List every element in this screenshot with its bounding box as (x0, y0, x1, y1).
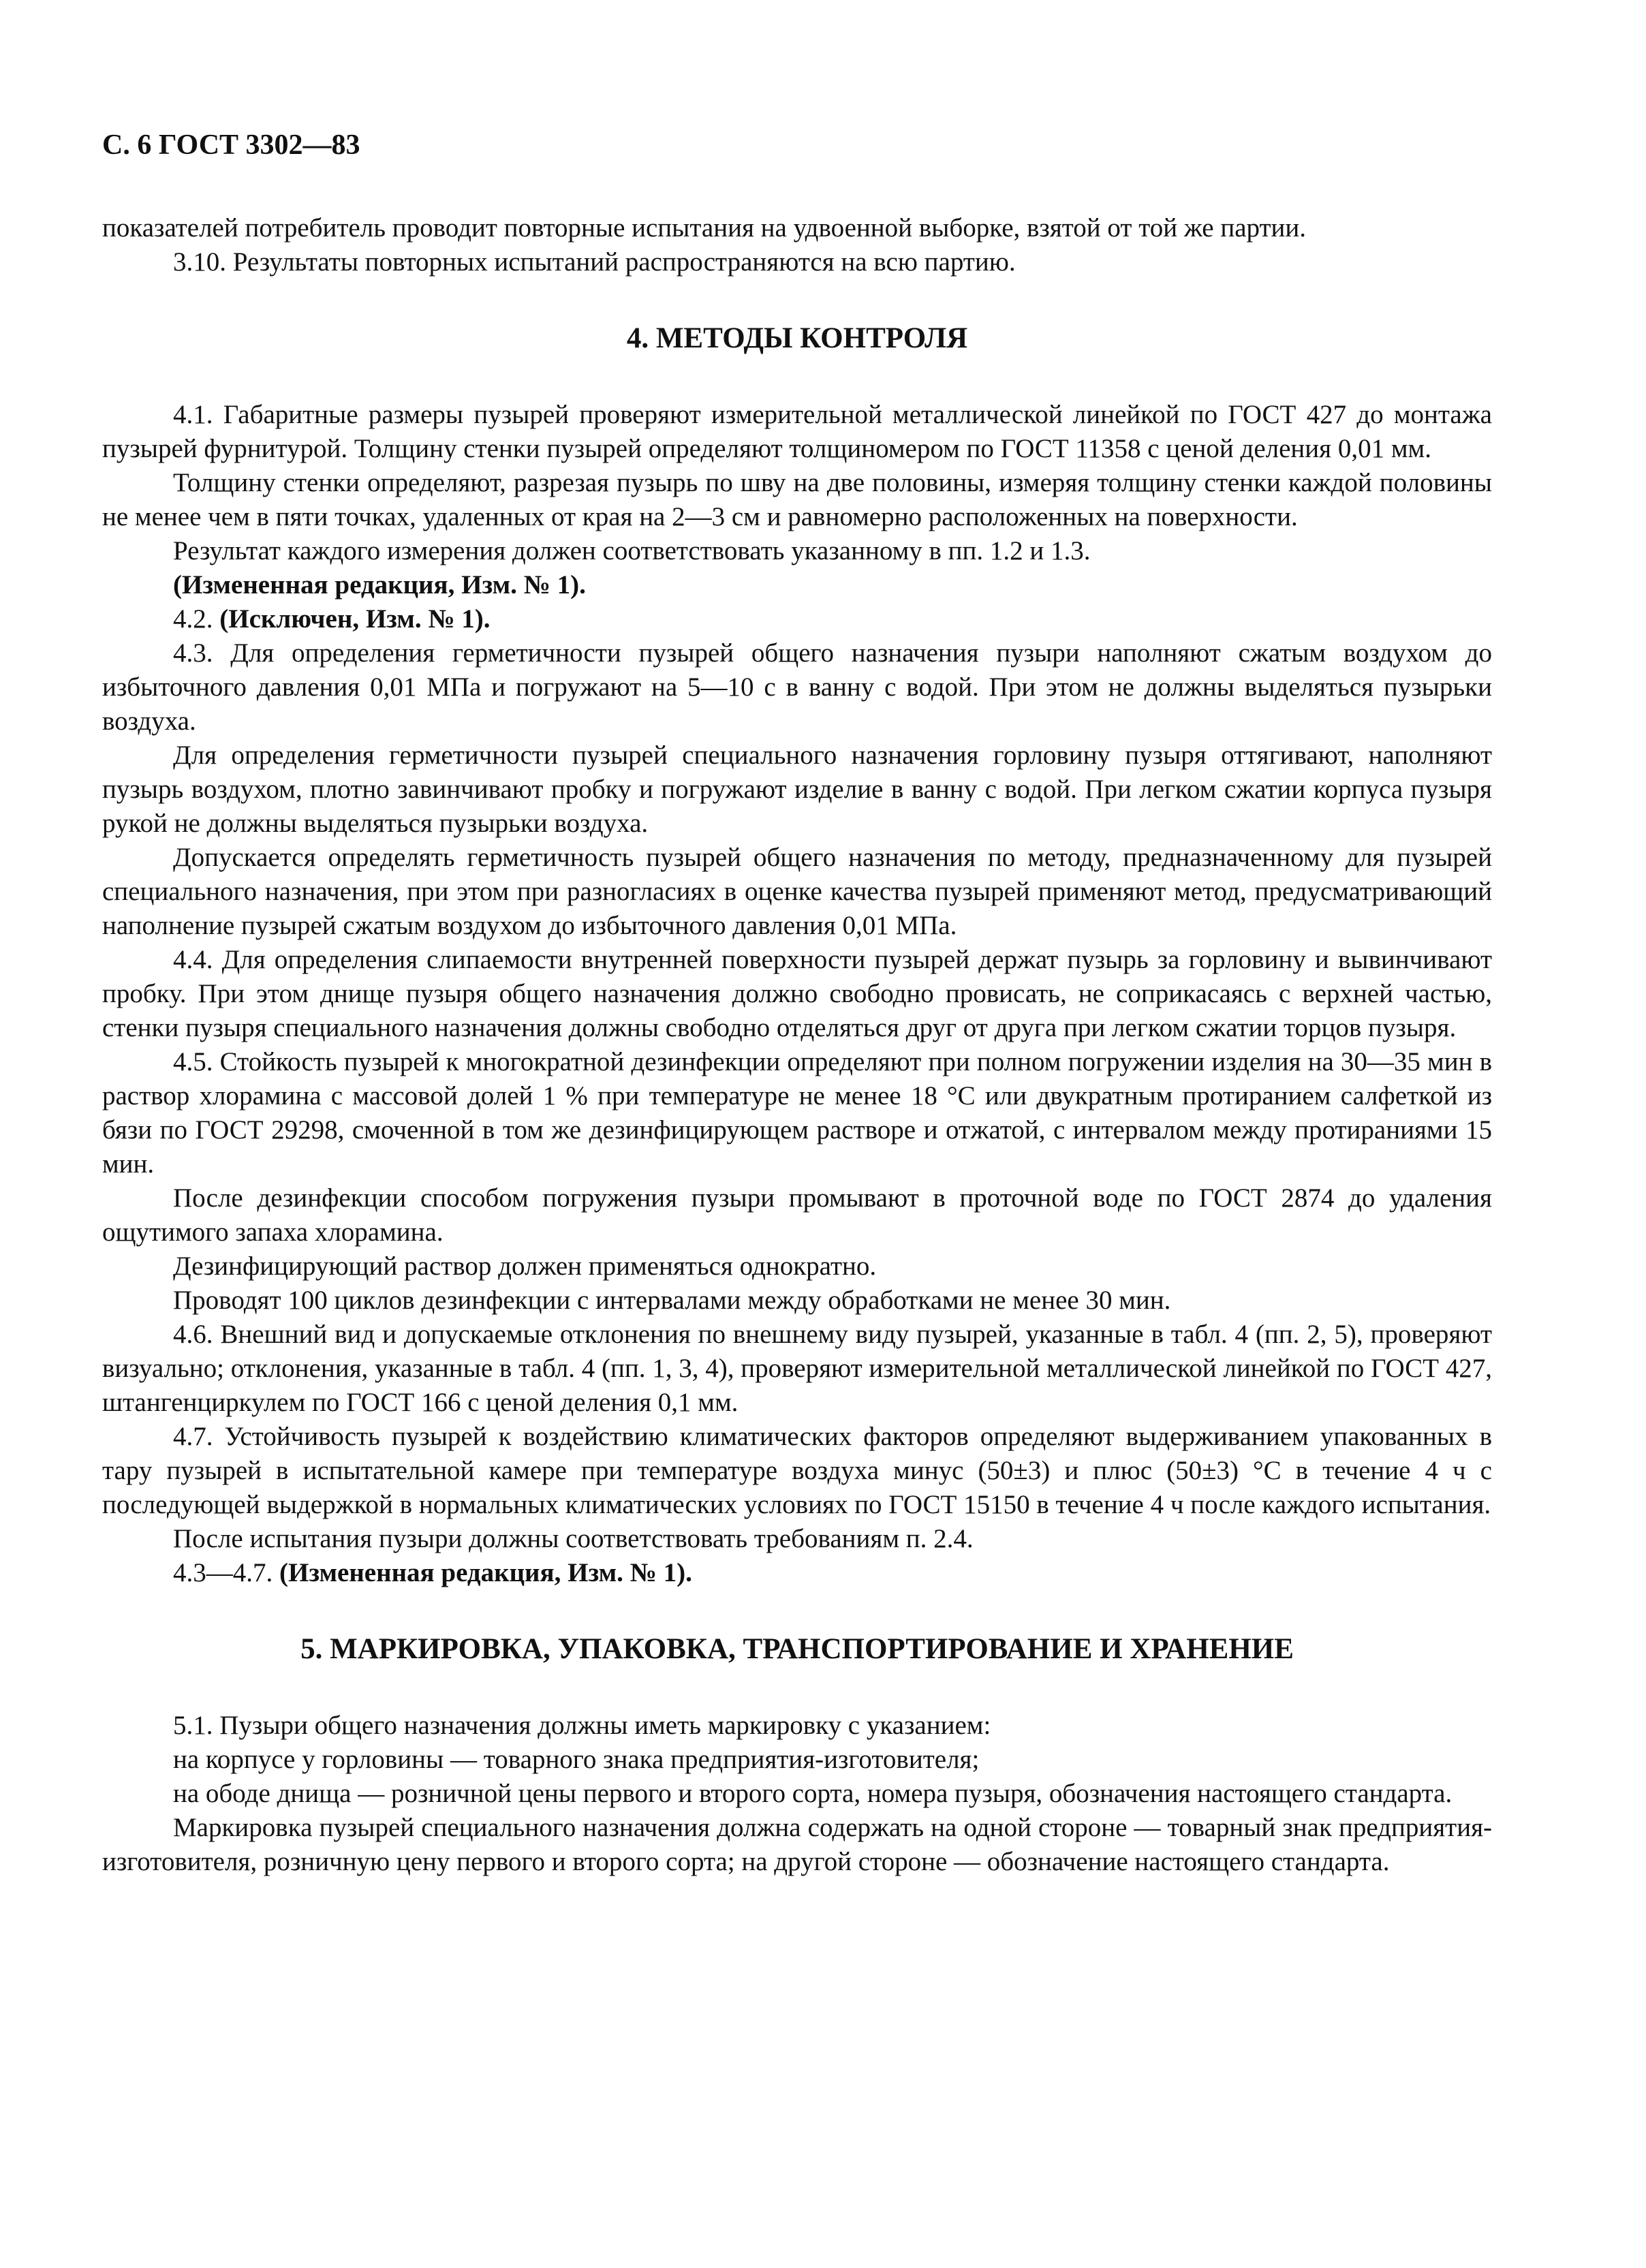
clause-number: 4.3—4.7. (173, 1558, 273, 1587)
paragraph: Для определения герметичности пузырей специального назначения горловину пузыря оттягивают, наполняют пузырь воздухом, плотно завинчивают пробку и погружают изделие в ванну с водой. При легком сжатии корпуса пузыря рукой не должны выделяться пузырьки воздуха. (102, 741, 1492, 838)
clause-number: 4.2. (173, 604, 213, 634)
section-heading-4: 4. МЕТОДЫ КОНТРОЛЯ (626, 322, 968, 354)
amendment-text: (Измененная редакция, Изм. № 1). (173, 570, 586, 600)
paragraph: Толщину стенки определяют, разрезая пузырь по шву на две половины, измеряя толщину стенки каждой половины не менее чем в пяти точках, удаленных от края на 2—3 см и равномерно расположенных на поверхности. (102, 468, 1492, 531)
section-heading-5: 5. МАРКИРОВКА, УПАКОВКА, ТРАНСПОРТИРОВАНИЕ И ХРАНЕНИЕ (300, 1633, 1294, 1665)
paragraph: на ободе днища — розничной цены первого и второго сорта, номера пузыря, обозначения настоящего стандарта. (173, 1779, 1453, 1808)
paragraph: После испытания пузыри должны соответствовать требованиям п. 2.4. (173, 1524, 974, 1553)
paragraph: 4.5. Стойкость пузырей к многократной дезинфекции определяют при полном погружении изделия на 30—35 мин в раствор хлорамина с массовой долей 1 % при температуре не менее 18 °С или двукратным протиранием салфеткой из бязи по ГОСТ 29298, смоченной в том же дезинфицирующем растворе и отжатой, с интервалом между протираниями 15 мин. (102, 1047, 1492, 1179)
amendment-note (102, 568, 1492, 602)
paragraph: 4.3. Для определения герметичности пузырей общего назначения пузыри наполняют сжатым воздухом до избыточного давления 0,01 МПа и погружают на 5—10 с в ванну с водой. При этом не должны выделяться пузырьки воздуха. (102, 638, 1492, 736)
paragraph: показателей потребитель проводит повторные испытания на удвоенной выборке, взятой от той же партии. (102, 213, 1307, 243)
amendment-text: (Измененная редакция, Изм. № 1). (279, 1558, 692, 1587)
paragraph: Маркировка пузырей специального назначения должна содержать на одной стороне — товарный знак предприятия-изготовителя, розничную цену первого и второго сорта; на другой стороне — обозначение настоящего стандарта. (102, 1813, 1492, 1876)
paragraph: Проводят 100 циклов дезинфекции с интервалами между обработками не менее 30 мин. (173, 1286, 1171, 1315)
paragraph: 4.6. Внешний вид и допускаемые отклонения по внешнему виду пузырей, указанные в табл. 4 (пп. 2, 5), проверяют визуально; отклонения, указанные в табл. 4 (пп. 1, 3, 4), проверяют измерительной металлической линейкой по ГОСТ 427, штангенциркулем по ГОСТ 166 с ценой деления 0,1 мм. (102, 1320, 1492, 1417)
running-title: С. 6 ГОСТ 3302—83 (102, 129, 360, 161)
paragraph: После дезинфекции способом погружения пузыри промывают в проточной воде по ГОСТ 2874 до удаления ощутимого запаха хлорамина. (102, 1183, 1492, 1247)
paragraph: на корпусе у горловины — товарного знака предприятия-изготовителя; (173, 1745, 980, 1774)
paragraph: Допускается определять герметичность пузырей общего назначения по методу, предназначенному для пузырей специального назначения, при этом при разногласиях в оценке качества пузырей применяют метод, предусматривающий наполнение пузырей сжатым воздухом до избыточного давления 0,01 МПа. (102, 843, 1492, 940)
paragraph: 4.4. Для определения слипаемости внутренней поверхности пузырей держат пузырь за горловину и вывинчивают пробку. При этом днище пузыря общего назначения должно свободно провисать, не соприкасаясь с верхней частью, стенки пузыря специального назначения должны свободно отделяться друг от друга при легком сжатии торцов пузыря. (102, 945, 1492, 1042)
paragraph: 4.7. Устойчивость пузырей к воздействию климатических факторов определяют выдерживанием упакованных в тару пузырей в испытательной камере при температуре воздуха минус (50±3) и плюс (50±3) °С в течение 4 ч с последующей выдержкой в нормальных климатических условиях по ГОСТ 15150 в течение 4 ч после каждого испытания. (102, 1422, 1492, 1519)
amendment-text: (Исключен, Изм. № 1). (219, 604, 491, 634)
document-page (102, 128, 1492, 1879)
paragraph (102, 1556, 1492, 1590)
paragraph: 3.10. Результаты повторных испытаний распространяются на всю партию. (173, 247, 1016, 277)
paragraph: 5.1. Пузыри общего назначения должны иметь маркировку с указанием: (173, 1711, 991, 1740)
paragraph: Дезинфицирующий раствор должен применяться однократно. (173, 1252, 877, 1281)
paragraph: 4.1. Габаритные размеры пузырей проверяют измерительной металлической линейкой по ГОСТ 427 до монтажа пузырей фурнитурой. Толщину стенки пузырей определяют толщиномером по ГОСТ 11358 с ценой деления 0,01 мм. (102, 400, 1492, 463)
paragraph: Результат каждого измерения должен соответствовать указанному в пп. 1.2 и 1.3. (173, 536, 1091, 565)
paragraph (102, 602, 1492, 636)
